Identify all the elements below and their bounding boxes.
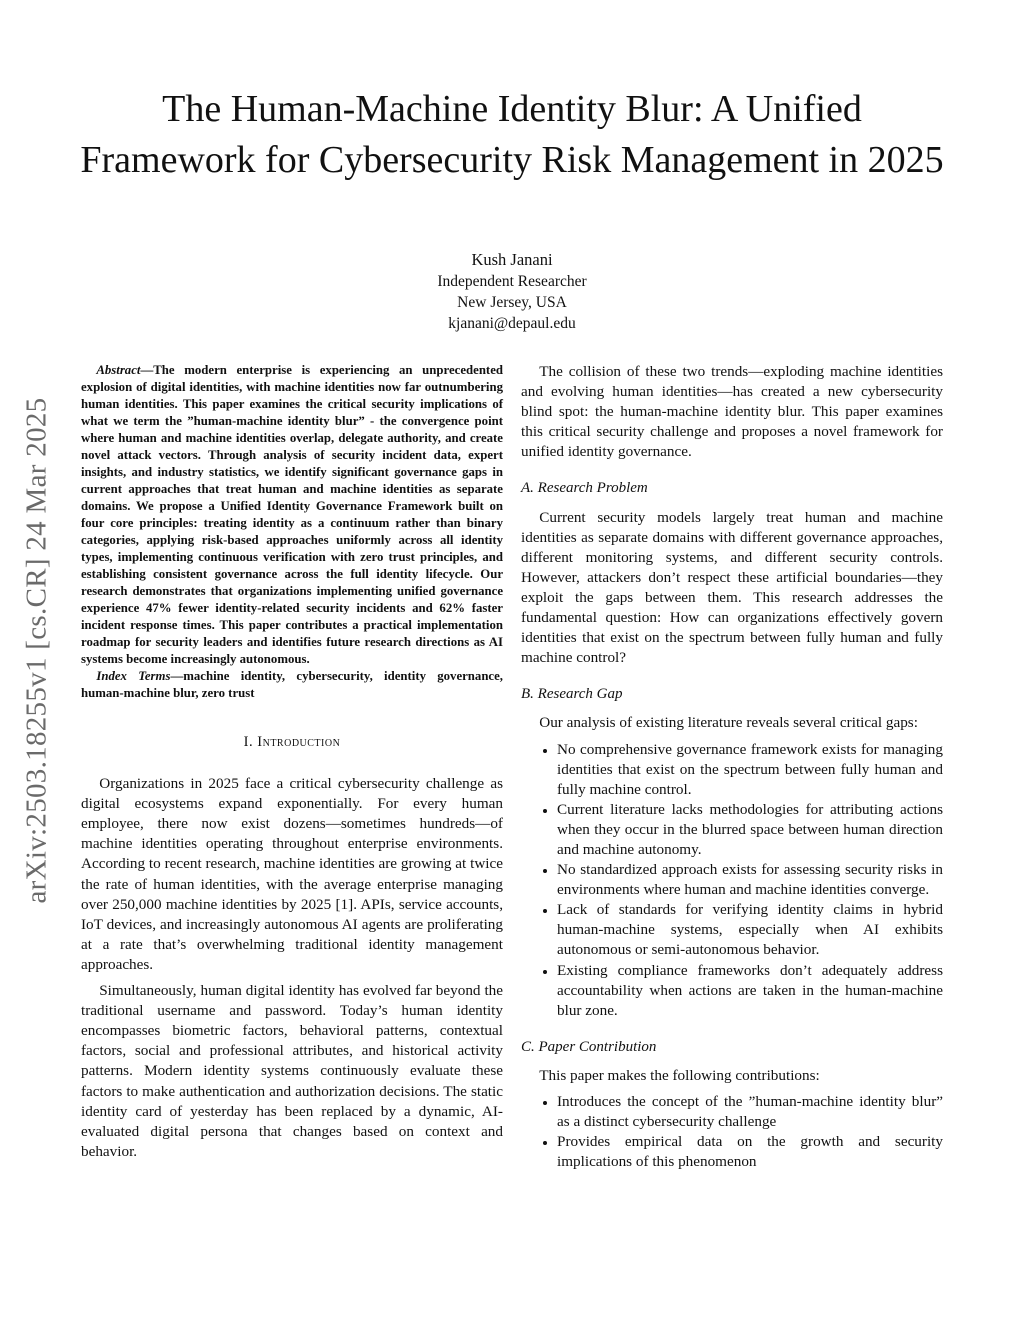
list-item: • Existing compliance frameworks don’t adequately address accountability when actions are taken in the human-machine blur zone. (557, 961, 943, 1021)
author-name: Kush Janani (471, 250, 553, 269)
section-title: Introduction (257, 734, 341, 750)
subsection-heading-paper-contribution: C. Paper Contribution (521, 1038, 657, 1055)
arxiv-watermark (12, 350, 62, 950)
list-item: • Provides empirical data on the growth and security implications of this phenomenon (557, 1132, 943, 1172)
research-gap-list (521, 740, 943, 1021)
list-item: • No standardized approach exists for assessing security risks in environments where human and machine identities converge. (557, 860, 943, 900)
paper-title: The Human-Machine Identity Blur: A Unified Framework for Cybersecurity Risk Management in 2025 (80, 88, 944, 181)
right-column (521, 362, 943, 1180)
abstract-label: Abstract (96, 363, 141, 377)
intro-paragraph-3: The collision of these two trends—exploding machine identities and evolving human identities—has created a new cybersecurity blind spot: the human-machine identity blur. This paper examines this critical security challenge and proposes a novel framework for unified identity governance. (521, 363, 943, 461)
list-item: • Lack of standards for verifying identity claims in hybrid human-machine systems, especially when AI exhibits autonomous or semi-autonomous behavior. (557, 900, 943, 960)
intro-paragraph-1: Organizations in 2025 face a critical cybersecurity challenge as digital ecosystems expand exponentially. For every human employee, there now exist dozens—sometimes hundreds—of machine identities operating throughout enterprise environments. According to recent research, machine identities are growing at twice the rate of human identities, with the average enterprise managing over 250,000 machine identities by 2025 [1]. APIs, service accounts, IoT devices, and increasingly autonomous AI agents are proliferating at a rate that’s overwhelming traditional identity management approaches. (81, 775, 503, 973)
left-column (81, 362, 503, 1168)
subsection-heading-research-problem: A. Research Problem (521, 480, 648, 497)
index-terms-label: Index Terms (96, 669, 171, 683)
index-terms-text: —machine identity, cybersecurity, identity governance, human-machine blur, zero trust (81, 669, 503, 700)
author-email: kjanani@depaul.edu (448, 315, 576, 332)
section-numeral: I. (243, 734, 258, 750)
abstract-text: —The modern enterprise is experiencing an unprecedented explosion of digital identities, with machine identities now far outnumbering human identities. This paper examines the critical security implications of what we term the ”human-machine identity blur” - the convergence point where human and machine identities overlap, delegate authority, and create novel attack vectors. Through analysis of security incident data, expert insights, and industry statistics, we identify significant governance gaps in current approaches that treat human and machine identities as separate domains. We propose a Unified Identity Governance Framework built on four core principles: treating identity as a continuum rather than binary categories, applying risk-based approaches uniformly across all identity types, implementing continuous verification with zero trust principles, and establishing consistent governance across the full identity lifecycle. Our research demonstrates that organizations implementing unified governance experience 47% fewer identity-related security incidents and 62% faster incident response times. This paper contributes a practical implementation roadmap for security leaders and identifies future research directions as AI systems become increasingly autonomous. (81, 363, 503, 666)
subsection-heading-research-gap: B. Research Gap (521, 686, 623, 703)
paper-contribution-paragraph: This paper makes the following contributions: (539, 1066, 820, 1084)
section-heading-introduction (81, 732, 503, 752)
author-block (312, 249, 712, 334)
abstract (81, 362, 503, 668)
list-item: • No comprehensive governance framework exists for managing identities that exist on the spectrum between fully human and fully machine control. (557, 740, 943, 800)
contribution-list (521, 1092, 943, 1172)
arxiv-identifier: arXiv:2503.18255v1 [cs.CR] 24 Mar 2025 (20, 397, 53, 903)
author-location: New Jersey, USA (457, 294, 567, 311)
author-affiliation: Independent Researcher (437, 273, 587, 290)
intro-paragraph-2: Simultaneously, human digital identity has evolved far beyond the traditional username and password. Today’s human identity encompasses biometric factors, behavioral patterns, contextual factors, social and professional attributes, and historical activity patterns. Modern identity systems continuously evaluate these factors to make authentication and authorization decisions. The static identity card of yesterday has been replaced by a dynamic, AI-evaluated digital persona that changes based on context and behavior. (81, 982, 503, 1160)
index-terms (81, 668, 503, 702)
research-gap-paragraph: Our analysis of existing literature reveals several critical gaps: (539, 714, 918, 732)
research-problem-paragraph: Current security models largely treat human and machine identities as separate domains with different governance approaches, different monitoring systems, and different security controls. However, attackers don’t respect these artificial boundaries—they exploit the gaps between them. This research addresses the fundamental question: How can organizations effectively govern identities that exist on the spectrum between fully human and fully machine control? (521, 508, 943, 667)
list-item: • Introduces the concept of the ”human-machine identity blur” as a distinct cybersecurity challenge (557, 1092, 943, 1132)
list-item: • Current literature lacks methodologies for attributing actions when they occur in the blurred space between human direction and machine autonomy. (557, 800, 943, 860)
